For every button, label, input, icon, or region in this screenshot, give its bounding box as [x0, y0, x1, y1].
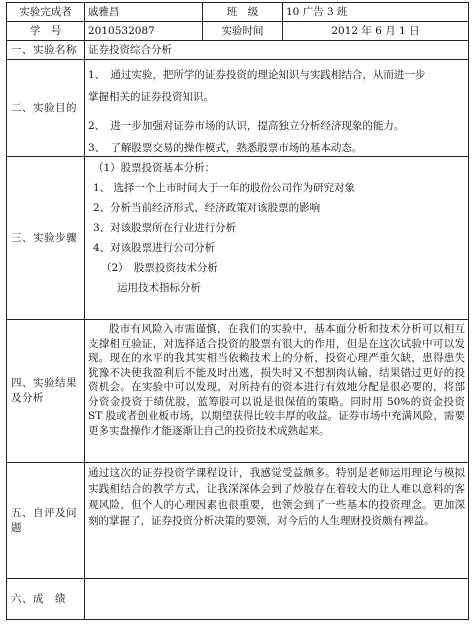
student-id-value: 2010532087 — [85, 22, 203, 41]
steps-label: 三、实验步骤 — [7, 157, 85, 320]
class-label: 班 级 — [203, 3, 283, 22]
evaluation-label: 五、自评及问题 — [7, 463, 85, 579]
student-id-label: 学 号 — [7, 22, 85, 41]
step-item: （1）股票投资基本分析： — [93, 162, 216, 174]
purpose-row — [7, 60, 469, 157]
purpose-content — [85, 60, 469, 157]
purpose-item: 1、 通过实验，把所学的证券投资的理论知识与实践相结合，从而进一步 — [88, 69, 426, 81]
experiment-name-row — [7, 41, 469, 60]
results-row — [7, 320, 469, 463]
completer-label: 实验完成者 — [7, 3, 85, 22]
step-item: （2） 股票投资技术分析 — [101, 262, 218, 274]
grade-row — [7, 579, 469, 620]
results-label: 四、实验结果及分析 — [7, 320, 85, 463]
grade-value[interactable] — [85, 579, 469, 620]
evaluation-text: 通过这次的证券投资学课程设计，我感觉受益颇多。特别是老师运用理论与模拟实践相结合的教学方式，让我深深体会到了炒股存在着较大的让人难以意料的客观风险，但个人的心理因素也很重要，也领会到了一些基本的投资理念。更加深刻的掌握了，证券投资分析决策的要领，对今后的人生理财投资颇有裨益。 — [85, 463, 469, 579]
experiment-report-form — [6, 2, 468, 622]
purpose-item: 2、 进一步加强对证券市场的认识，提高独立分析经济现象的能力。 — [88, 120, 405, 132]
time-label: 实验时间 — [203, 22, 283, 41]
report-table — [6, 2, 469, 620]
experiment-name-value: 证券投资综合分析 — [85, 41, 469, 60]
header-row-2 — [7, 22, 469, 41]
class-value: 10 广告 3 班 — [283, 3, 469, 22]
step-item: 运用技术指标分析 — [117, 282, 201, 294]
step-item: 4、对该股票进行公司分析 — [93, 242, 216, 254]
steps-row — [7, 157, 469, 320]
steps-content — [85, 157, 469, 320]
grade-label: 六、成 绩 — [7, 579, 85, 620]
time-value: 2012 年 6 月 1 日 — [283, 22, 469, 41]
step-item: 2、分析当前经济形式、经济政策对该股票的影响 — [93, 202, 321, 214]
header-row-1 — [7, 3, 469, 22]
purpose-item: 3、 了解股票交易的操作模式，熟悉股票市场的基本动态。 — [88, 142, 363, 154]
purpose-item: 掌握相关的证券投资知识。 — [88, 91, 214, 103]
results-text: 股市有风险入市需谨慎，在我们的实验中，基本面分析和技术分析可以相互支撑相互验证，对选择适合投资的股票有很大的作用，但是在这次试验中可以发现。现在的水平的我其实相当依赖技术上的分析，投资心理严重欠缺，患得患失犹豫不决使我盈利后不能及时出逃，损失时又不想割肉认输，结果错过更好的投资机会。在实验中可以发现，对所持有的资本进行有效地分配是很必要的，将部分资金投资于绩优股，蓝筹股可以说是很保值的策略。同时用 50%的资金投资 ST 股或者创业板市场，以期望获得比较丰厚的收益。证券市场中充满风险，需要更多实盘操作才能逐渐让自己的投资技术成熟起来。 — [85, 320, 469, 463]
experiment-name-label: 一、实验名称 — [7, 41, 85, 60]
completer-value: 戚雅昌 — [85, 3, 203, 22]
step-item: 1、 选择一个上市时间大于一年的股份公司作为研究对象 — [93, 182, 356, 194]
evaluation-row — [7, 463, 469, 579]
step-item: 3、对该股票所在行业进行分析 — [93, 222, 237, 234]
purpose-label: 二、实验目的 — [7, 60, 85, 157]
